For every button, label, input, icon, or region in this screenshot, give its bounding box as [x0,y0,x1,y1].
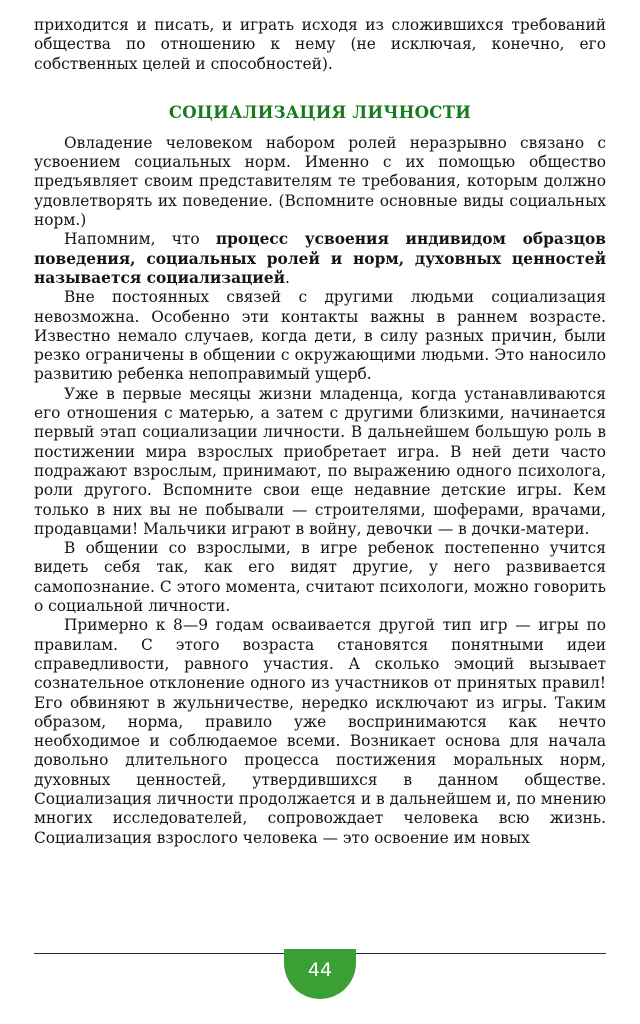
paragraph-1: Овладение человеком набором ролей неразрывно связано с усвоением социальных норм. Именно с их помощью общество предъявляет своим представителям те требования, которым должно удовлетворять их поведение. (Вспомните основные виды социальных норм.) [34,133,606,230]
paragraph-4: Уже в первые месяцы жизни младенца, когда устанавливаются его отношения с матерью, а затем с другими близкими, начинается первый этап социализации личности. В дальнейшем большую роль в постижении мира взрослых приобретает игра. В ней дети часто подражают взрослым, принимают, по выражению одного психолога, роли другого. Вспомните свои еще недавние детские игры. Кем только в них вы не побывали — строителями, шоферами, врачами, продавцами! Мальчики играют в войну, девочки — в дочки-матери. [34,384,606,538]
page-content [34,16,606,848]
paragraph-6: Примерно к 8—9 годам осваивается другой тип игр — игры по правилам. С этого возраста становятся понятными идеи справедливости, равного участия. А сколько эмоций вызывает сознательное отклонение одного из участников от принятых правил! Его обвиняют в жульничестве, нередко исключают из игры. Таким образом, норма, правило уже воспринимаются как нечто необходимое и соблюдаемое всеми. Возникает основа для начала довольно длительного процесса постижения моральных норм, духовных ценностей, утвердившихся в данном обществе. Социализация личности продолжается и в дальнейшем и, по мнению многих исследователей, сопровождает человека всю жизнь. Социализация взрослого человека — это освоение им новых [34,616,606,847]
paragraph-2 [34,230,606,288]
section-title: СОЦИАЛИЗАЦИЯ ЛИЧНОСТИ [168,102,472,122]
socialization-definition: процесс усвоения индивидом образцов поведения, социальных ролей и норм, духовных ценностей называется социализацией [34,230,606,287]
paragraph-3: Вне постоянных связей с другими людьми социализация невозможна. Особенно эти контакты важны в раннем возрасте. Известно немало случаев, когда дети, в силу разных причин, были резко ограничены в общении с окружающими людьми. Это наносило развитию ребенка непоправимый ущерб. [34,288,606,384]
paragraph-2-suffix: . [285,268,290,287]
page-number-badge [284,949,356,999]
paragraph-2-prefix: Напомним, что [64,230,216,249]
page-number: 44 [307,959,333,981]
lead-paragraph: приходится и писать, и играть исходя из сложившихся требований общества по отношению к нему (не исключая, конечно, его собственных целей и способностей). [34,16,606,73]
paragraph-5: В общении со взрослыми, в игре ребенок постепенно учится видеть себя так, как его видят другие, у него развивается самопознание. С этого момента, считают психологи, можно говорить о социальной личности. [34,539,606,616]
